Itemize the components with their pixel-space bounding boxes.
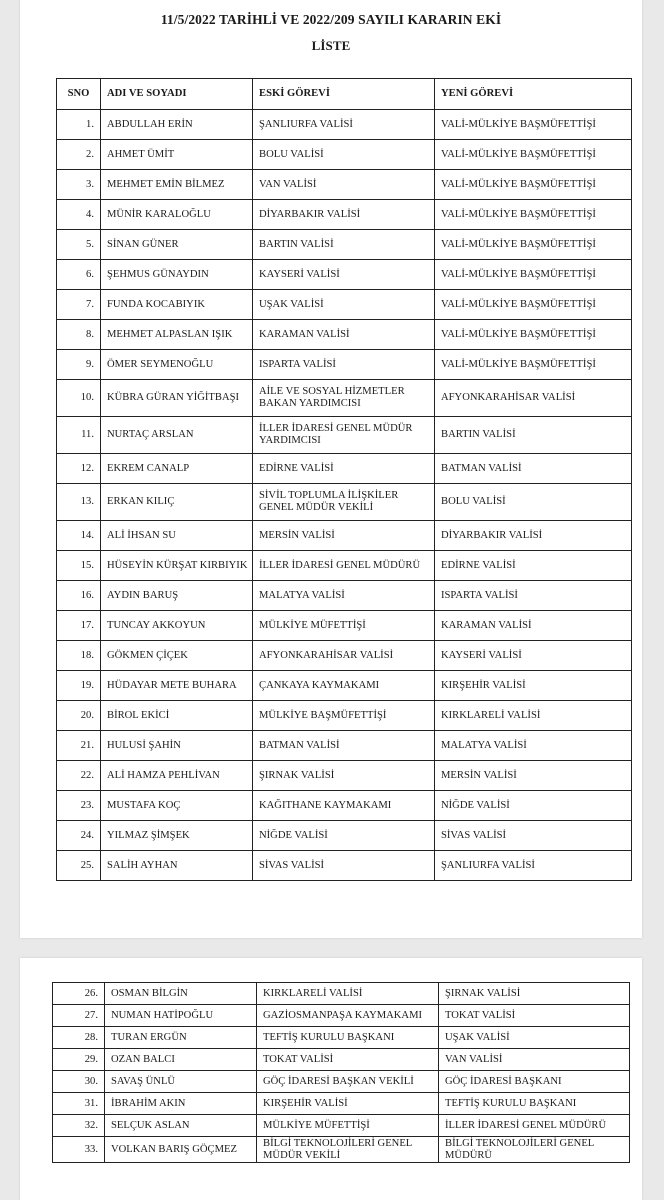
row-sno: 14. <box>57 521 101 551</box>
row-new-duty: VALİ-MÜLKİYE BAŞMÜFETTİŞİ <box>435 260 632 290</box>
row-new-duty: TOKAT VALİSİ <box>439 1005 630 1027</box>
table-row <box>57 551 632 581</box>
row-name: İBRAHİM AKIN <box>105 1093 257 1115</box>
document-subtitle: LİSTE <box>311 38 351 53</box>
row-old-duty: GÖÇ İDARESİ BAŞKAN VEKİLİ <box>257 1071 439 1093</box>
table-row <box>57 851 632 881</box>
row-old-duty: UŞAK VALİSİ <box>253 290 435 320</box>
table-row <box>57 230 632 260</box>
row-old-duty: MÜLKİYE BAŞMÜFETTİŞİ <box>253 701 435 731</box>
row-new-duty: VALİ-MÜLKİYE BAŞMÜFETTİŞİ <box>435 200 632 230</box>
row-sno: 1. <box>57 110 101 140</box>
appointments-table-page-1 <box>56 78 632 881</box>
row-sno: 21. <box>57 731 101 761</box>
row-old-duty: SİVAS VALİSİ <box>253 851 435 881</box>
row-name: HÜSEYİN KÜRŞAT KIRBIYIK <box>101 551 253 581</box>
row-name: EKREM CANALP <box>101 454 253 484</box>
table-row <box>57 350 632 380</box>
row-new-duty: SİVAS VALİSİ <box>435 821 632 851</box>
row-old-duty: SİVİL TOPLUMLA İLİŞKİLER GENEL MÜDÜR VEKİLİ <box>253 484 435 521</box>
table-row <box>53 1093 630 1115</box>
row-name: ERKAN KILIÇ <box>101 484 253 521</box>
table-row <box>53 1049 630 1071</box>
table-row <box>53 1071 630 1093</box>
table-row <box>57 170 632 200</box>
row-new-duty: VALİ-MÜLKİYE BAŞMÜFETTİŞİ <box>435 170 632 200</box>
table-row <box>57 417 632 454</box>
row-old-duty: MÜLKİYE MÜFETTİŞİ <box>257 1115 439 1137</box>
row-sno: 16. <box>57 581 101 611</box>
document-page-2 <box>20 958 642 1200</box>
row-name: TUNCAY AKKOYUN <box>101 611 253 641</box>
row-old-duty: ŞANLIURFA VALİSİ <box>253 110 435 140</box>
row-sno: 27. <box>53 1005 105 1027</box>
table-row <box>57 200 632 230</box>
row-new-duty: VAN VALİSİ <box>439 1049 630 1071</box>
row-name: VOLKAN BARIŞ GÖÇMEZ <box>105 1137 257 1163</box>
row-sno: 30. <box>53 1071 105 1093</box>
row-name: OSMAN BİLGİN <box>105 983 257 1005</box>
row-old-duty: TOKAT VALİSİ <box>257 1049 439 1071</box>
row-old-duty: EDİRNE VALİSİ <box>253 454 435 484</box>
row-sno: 15. <box>57 551 101 581</box>
table-row <box>57 260 632 290</box>
row-sno: 7. <box>57 290 101 320</box>
row-sno: 10. <box>57 380 101 417</box>
row-sno: 17. <box>57 611 101 641</box>
row-name: SAVAŞ ÜNLÜ <box>105 1071 257 1093</box>
row-sno: 6. <box>57 260 101 290</box>
row-new-duty: BATMAN VALİSİ <box>435 454 632 484</box>
row-sno: 13. <box>57 484 101 521</box>
row-old-duty: KIRŞEHİR VALİSİ <box>257 1093 439 1115</box>
row-new-duty: MERSİN VALİSİ <box>435 761 632 791</box>
row-name: BİROL EKİCİ <box>101 701 253 731</box>
row-old-duty: BOLU VALİSİ <box>253 140 435 170</box>
row-old-duty: İLLER İDARESİ GENEL MÜDÜRÜ <box>253 551 435 581</box>
table-row <box>57 731 632 761</box>
table-row <box>57 140 632 170</box>
row-new-duty: EDİRNE VALİSİ <box>435 551 632 581</box>
row-old-duty: MALATYA VALİSİ <box>253 581 435 611</box>
row-old-duty: BATMAN VALİSİ <box>253 731 435 761</box>
row-old-duty: ÇANKAYA KAYMAKAMI <box>253 671 435 701</box>
row-new-duty: VALİ-MÜLKİYE BAŞMÜFETTİŞİ <box>435 290 632 320</box>
row-name: GÖKMEN ÇİÇEK <box>101 641 253 671</box>
row-name: ÖMER SEYMENOĞLU <box>101 350 253 380</box>
row-new-duty: MALATYA VALİSİ <box>435 731 632 761</box>
row-old-duty: MÜLKİYE MÜFETTİŞİ <box>253 611 435 641</box>
row-sno: 4. <box>57 200 101 230</box>
row-sno: 8. <box>57 320 101 350</box>
table-row <box>57 320 632 350</box>
row-sno: 3. <box>57 170 101 200</box>
table-row <box>53 1115 630 1137</box>
row-old-duty: KAĞITHANE KAYMAKAMI <box>253 791 435 821</box>
table-row <box>57 701 632 731</box>
table-body-page-1 <box>57 110 632 881</box>
row-new-duty: VALİ-MÜLKİYE BAŞMÜFETTİŞİ <box>435 230 632 260</box>
table-row <box>53 1027 630 1049</box>
row-new-duty: KIRKLARELİ VALİSİ <box>435 701 632 731</box>
row-old-duty: VAN VALİSİ <box>253 170 435 200</box>
row-name: HULUSİ ŞAHİN <box>101 731 253 761</box>
row-new-duty: GÖÇ İDARESİ BAŞKANI <box>439 1071 630 1093</box>
row-new-duty: VALİ-MÜLKİYE BAŞMÜFETTİŞİ <box>435 320 632 350</box>
row-old-duty: AİLE VE SOSYAL HİZMETLER BAKAN YARDIMCISI <box>253 380 435 417</box>
table-header-row <box>57 79 632 110</box>
row-name: ŞEHMUS GÜNAYDIN <box>101 260 253 290</box>
row-name: TURAN ERGÜN <box>105 1027 257 1049</box>
header-old-duty: ESKİ GÖREVİ <box>253 79 435 110</box>
row-name: NUMAN HATİPOĞLU <box>105 1005 257 1027</box>
table-row <box>57 454 632 484</box>
row-sno: 9. <box>57 350 101 380</box>
row-sno: 33. <box>53 1137 105 1163</box>
row-sno: 26. <box>53 983 105 1005</box>
row-old-duty: BARTIN VALİSİ <box>253 230 435 260</box>
table-row <box>57 380 632 417</box>
appointments-table-page-2 <box>52 982 630 1163</box>
row-new-duty: İLLER İDARESİ GENEL MÜDÜRÜ <box>439 1115 630 1137</box>
row-name: MEHMET EMİN BİLMEZ <box>101 170 253 200</box>
row-new-duty: ISPARTA VALİSİ <box>435 581 632 611</box>
row-name: YILMAZ ŞİMŞEK <box>101 821 253 851</box>
table-row <box>57 581 632 611</box>
row-name: MÜNİR KARALOĞLU <box>101 200 253 230</box>
row-name: AHMET ÜMİT <box>101 140 253 170</box>
row-new-duty: BİLGİ TEKNOLOJİLERİ GENEL MÜDÜRÜ <box>439 1137 630 1163</box>
row-new-duty: UŞAK VALİSİ <box>439 1027 630 1049</box>
row-new-duty: NİĞDE VALİSİ <box>435 791 632 821</box>
table-row <box>57 110 632 140</box>
row-sno: 25. <box>57 851 101 881</box>
table-row <box>53 983 630 1005</box>
table-row <box>53 1137 630 1163</box>
row-new-duty: KARAMAN VALİSİ <box>435 611 632 641</box>
row-new-duty: KIRŞEHİR VALİSİ <box>435 671 632 701</box>
row-name: SELÇUK ASLAN <box>105 1115 257 1137</box>
row-sno: 22. <box>57 761 101 791</box>
row-new-duty: TEFTİŞ KURULU BAŞKANI <box>439 1093 630 1115</box>
document-title: 11/5/2022 TARİHLİ VE 2022/209 SAYILI KARARIN EKİ <box>160 12 502 27</box>
row-name: FUNDA KOCABIYIK <box>101 290 253 320</box>
row-sno: 2. <box>57 140 101 170</box>
table-row <box>57 821 632 851</box>
row-sno: 11. <box>57 417 101 454</box>
row-sno: 29. <box>53 1049 105 1071</box>
row-old-duty: ŞIRNAK VALİSİ <box>253 761 435 791</box>
row-name: MUSTAFA KOÇ <box>101 791 253 821</box>
row-name: OZAN BALCI <box>105 1049 257 1071</box>
row-sno: 19. <box>57 671 101 701</box>
row-name: ALİ İHSAN SU <box>101 521 253 551</box>
row-old-duty: GAZİOSMANPAŞA KAYMAKAMI <box>257 1005 439 1027</box>
row-sno: 20. <box>57 701 101 731</box>
row-old-duty: MERSİN VALİSİ <box>253 521 435 551</box>
header-name: ADI VE SOYADI <box>101 79 253 110</box>
row-name: ABDULLAH ERİN <box>101 110 253 140</box>
row-sno: 23. <box>57 791 101 821</box>
row-sno: 28. <box>53 1027 105 1049</box>
row-new-duty: BARTIN VALİSİ <box>435 417 632 454</box>
table-row <box>57 521 632 551</box>
header-sno: SNO <box>57 79 101 110</box>
row-name: SİNAN GÜNER <box>101 230 253 260</box>
header-new-duty: YENİ GÖREVİ <box>435 79 632 110</box>
row-old-duty: DİYARBAKIR VALİSİ <box>253 200 435 230</box>
table-row <box>57 611 632 641</box>
row-old-duty: BİLGİ TEKNOLOJİLERİ GENEL MÜDÜR VEKİLİ <box>257 1137 439 1163</box>
row-name: ALİ HAMZA PEHLİVAN <box>101 761 253 791</box>
row-new-duty: VALİ-MÜLKİYE BAŞMÜFETTİŞİ <box>435 140 632 170</box>
row-sno: 18. <box>57 641 101 671</box>
table-body-page-2 <box>53 983 630 1163</box>
table-row <box>57 761 632 791</box>
row-sno: 24. <box>57 821 101 851</box>
row-new-duty: DİYARBAKIR VALİSİ <box>435 521 632 551</box>
table-row <box>57 671 632 701</box>
row-sno: 5. <box>57 230 101 260</box>
row-new-duty: ŞIRNAK VALİSİ <box>439 983 630 1005</box>
row-old-duty: AFYONKARAHİSAR VALİSİ <box>253 641 435 671</box>
row-new-duty: VALİ-MÜLKİYE BAŞMÜFETTİŞİ <box>435 110 632 140</box>
row-new-duty: ŞANLIURFA VALİSİ <box>435 851 632 881</box>
row-old-duty: KIRKLARELİ VALİSİ <box>257 983 439 1005</box>
row-old-duty: İLLER İDARESİ GENEL MÜDÜR YARDIMCISI <box>253 417 435 454</box>
table-row <box>53 1005 630 1027</box>
row-new-duty: AFYONKARAHİSAR VALİSİ <box>435 380 632 417</box>
row-name: MEHMET ALPASLAN IŞIK <box>101 320 253 350</box>
row-new-duty: BOLU VALİSİ <box>435 484 632 521</box>
row-old-duty: ISPARTA VALİSİ <box>253 350 435 380</box>
row-name: NURTAÇ ARSLAN <box>101 417 253 454</box>
document-page-1 <box>20 0 642 938</box>
row-sno: 12. <box>57 454 101 484</box>
row-old-duty: NİĞDE VALİSİ <box>253 821 435 851</box>
row-new-duty: VALİ-MÜLKİYE BAŞMÜFETTİŞİ <box>435 350 632 380</box>
row-old-duty: TEFTİŞ KURULU BAŞKANI <box>257 1027 439 1049</box>
row-name: HÜDAYAR METE BUHARA <box>101 671 253 701</box>
row-name: KÜBRA GÜRAN YİĞİTBAŞI <box>101 380 253 417</box>
table-row <box>57 484 632 521</box>
table-row <box>57 791 632 821</box>
row-new-duty: KAYSERİ VALİSİ <box>435 641 632 671</box>
table-row <box>57 641 632 671</box>
row-name: SALİH AYHAN <box>101 851 253 881</box>
row-name: AYDIN BARUŞ <box>101 581 253 611</box>
table-row <box>57 290 632 320</box>
row-sno: 32. <box>53 1115 105 1137</box>
row-old-duty: KARAMAN VALİSİ <box>253 320 435 350</box>
row-sno: 31. <box>53 1093 105 1115</box>
row-old-duty: KAYSERİ VALİSİ <box>253 260 435 290</box>
